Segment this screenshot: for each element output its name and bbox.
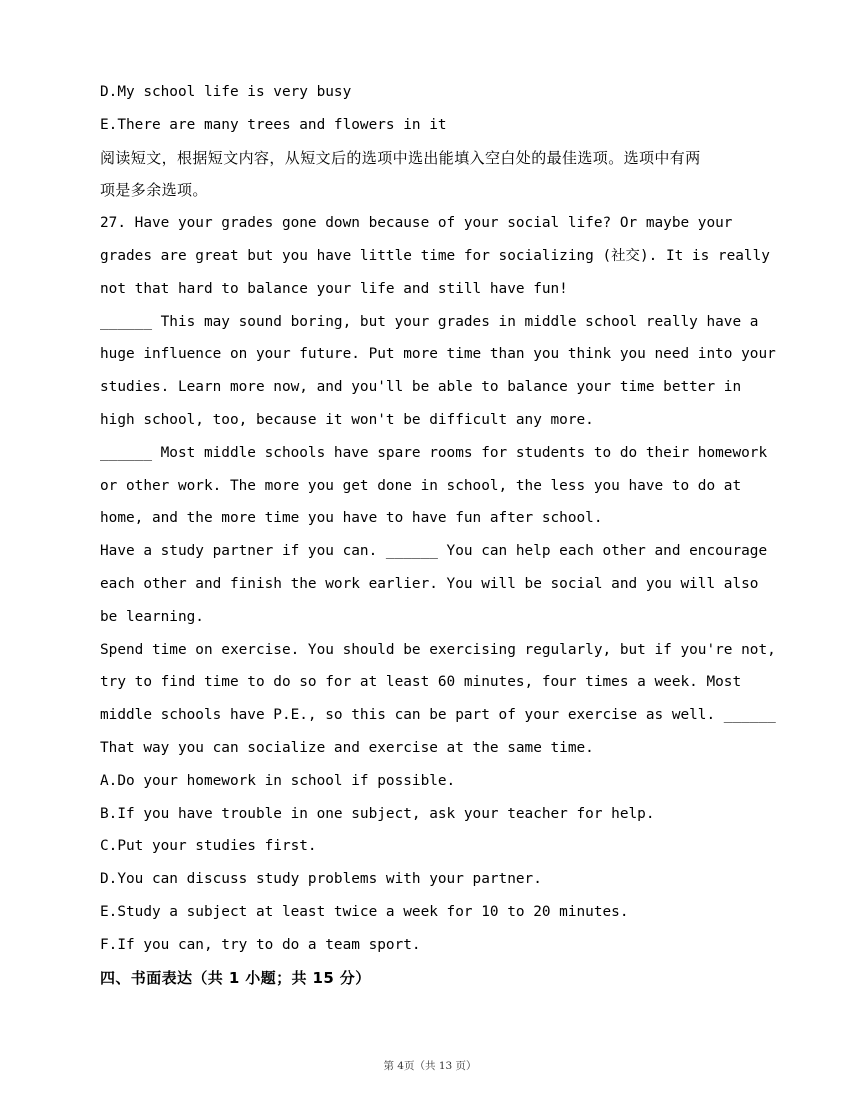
answer-option-e: E.Study a subject at least twice a week for 10 to 20 minutes.	[100, 903, 629, 920]
option-d-previous: D.My school life is very busy	[100, 84, 352, 100]
instructions-line-1: 阅读短文，根据短文内容，从短文后的选项中选出能填入空白处的最佳选项。选项中有两	[100, 148, 701, 167]
page-content	[100, 78, 776, 996]
passage-line-16: middle schools have P.E., so this can be part of your exercise as well. ______	[100, 707, 776, 724]
answer-option-f: F.If you can, try to do a team sport.	[100, 936, 421, 953]
passage-line-1: 27. Have your grades gone down because of your social life? Or maybe your	[100, 215, 733, 232]
passage-line-9: or other work. The more you get done in school, the less you have to do at	[100, 477, 742, 494]
page-number-footer: 第 4页（共 13 页）	[383, 1060, 477, 1072]
answer-option-a: A.Do your homework in school if possible.	[100, 772, 456, 789]
instructions-line-2: 项是多余选项。	[100, 181, 208, 200]
passage-line-2: grades are great but you have little time for socializing (社交). It is really	[100, 247, 770, 264]
passage-line-5: huge influence on your future. Put more time than you think you need into your	[100, 346, 776, 363]
passage-line-11: Have a study partner if you can. ______ You can help each other and encourage	[100, 543, 768, 560]
answer-option-d: D.You can discuss study problems with your partner.	[100, 871, 542, 888]
passage-line-17: That way you can socialize and exercise at the same time.	[100, 739, 594, 756]
passage-line-12: each other and finish the work earlier. You will be social and you will also	[100, 575, 759, 592]
option-e-previous: E.There are many trees and flowers in it	[100, 116, 447, 133]
passage-line-10: home, and the more time you have to have fun after school.	[100, 510, 603, 527]
section-heading-writing: 四、书面表达（共 1 小题；共 15 分）	[100, 968, 371, 987]
passage-line-8: ______ Most middle schools have spare rooms for students to do their homework	[100, 444, 768, 461]
passage-line-7: high school, too, because it won't be difficult any more.	[100, 411, 594, 428]
passage-line-6: studies. Learn more now, and you'll be able to balance your time better in	[100, 379, 742, 396]
answer-option-c: C.Put your studies first.	[100, 838, 317, 855]
passage-line-15: try to find time to do so for at least 60 minutes, four times a week. Most	[100, 674, 742, 691]
passage-line-13: be learning.	[100, 608, 204, 625]
passage-line-14: Spend time on exercise. You should be exercising regularly, but if you're not,	[100, 641, 776, 658]
answer-option-b: B.If you have trouble in one subject, ask your teacher for help.	[100, 805, 655, 822]
passage-line-4: ______ This may sound boring, but your grades in middle school really have a	[100, 313, 759, 330]
passage-line-3: not that hard to balance your life and still have fun!	[100, 280, 568, 297]
